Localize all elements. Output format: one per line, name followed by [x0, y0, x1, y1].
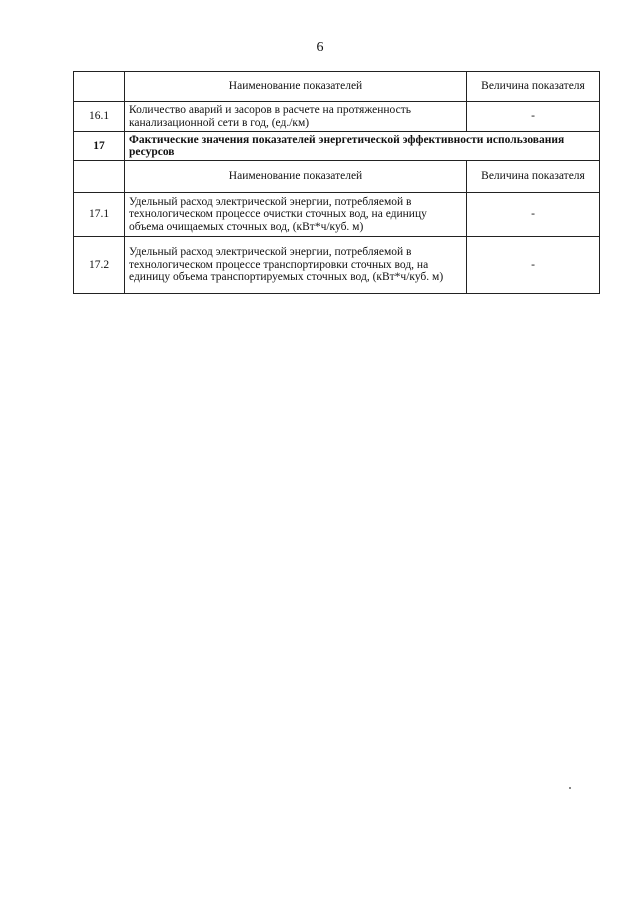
scan-speck	[569, 787, 571, 789]
row-value: -	[467, 102, 600, 132]
row-name: Количество аварий и засоров в расчете на протяженность канализационной сети в год, (ед./км)	[125, 102, 467, 132]
header-value-cell: Величина показателя	[467, 72, 600, 102]
indicators-table	[73, 71, 600, 294]
header-value-cell-2: Величина показателя	[467, 161, 600, 193]
header-num-cell	[74, 72, 125, 102]
row-num: 16.1	[74, 102, 125, 132]
table-header-row-2	[74, 161, 600, 193]
table-row-17-1	[74, 193, 600, 237]
row-name: Удельный расход электрической энергии, потребляемой в технологическом процессе транспортировки сточных вод, на единицу объема транспортируемых сточных вод, (кВт*ч/куб. м)	[125, 237, 467, 294]
row-value: -	[467, 237, 600, 294]
table-header-row	[74, 72, 600, 102]
row-num: 17.2	[74, 237, 125, 294]
header-name-cell-2: Наименование показателей	[125, 161, 467, 193]
row-name: Удельный расход электрической энергии, потребляемой в технологическом процессе очистки сточных вод, на единицу объема очищаемых сточных вод, (кВт*ч/куб. м)	[125, 193, 467, 237]
section-title: Фактические значения показателей энергетической эффективности использования ресурсов	[125, 132, 600, 161]
header-num-cell-2	[74, 161, 125, 193]
page-number: 6	[316, 40, 324, 55]
row-value: -	[467, 193, 600, 237]
row-num: 17.1	[74, 193, 125, 237]
header-name-cell: Наименование показателей	[125, 72, 467, 102]
section-row-17	[74, 132, 600, 161]
table-row-17-2	[74, 237, 600, 294]
section-num: 17	[74, 132, 125, 161]
table-row-16-1	[74, 102, 600, 132]
